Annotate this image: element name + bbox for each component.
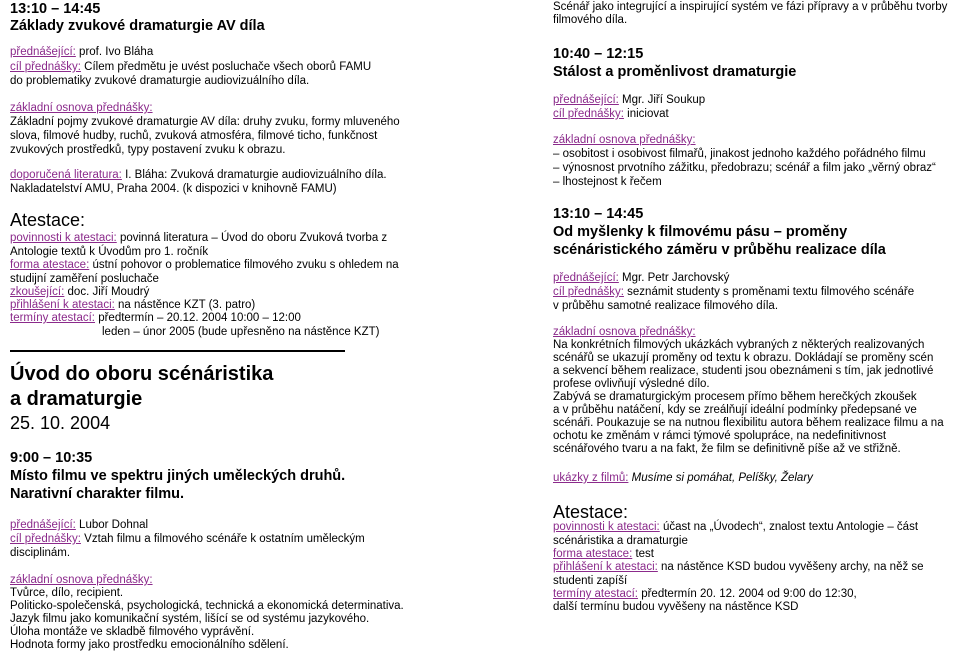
duty-line: povinnosti k atestaci: povinná literatura – Úvod do oboru Zvuková tvorba z [10,232,388,244]
demo-line: ukázky z filmů: Musíme si pomáhat, Pelíšky, Želary [553,472,813,484]
lecture-title: scénáristického záměru v průběhu realizace díla [553,242,886,258]
section-divider [10,350,345,352]
outline-label: základní osnova přednášky: [10,102,153,114]
terms-line: další termínu budou vyvěšeny na nástěnce KSD [553,601,799,613]
outline-text: Politicko-společenská, psychologická, technická a ekonomická determinativa. [10,600,404,612]
presenter-line: přednášející: Mgr. Petr Jarchovský [553,272,730,284]
outline-text: Hodnota formy jako prostředku emocionálního sdělení. [10,639,289,651]
time-heading: 10:40 – 12:15 [553,46,644,62]
outline-text: scénářového tvaru a na fakt, že film se definitivně píše až ve střižně. [553,443,901,455]
goal-line: disciplinám. [10,547,71,559]
presenter-line: přednášející: prof. Ivo Bláha [10,46,154,58]
outline-text: Jazyk filmu jako komunikační systém, lišící se od systému jazykového. [10,613,370,625]
lecture-title: Základy zvukové dramaturgie AV díla [10,18,265,34]
goal-line: v průběhu samotné realizace filmového díla. [553,300,779,312]
outline-text: – osobitost i osobivost filmařů, jinakost jednoho každého pořádného filmu [553,148,926,160]
lecture-title: Od myšlenky k filmovému pásu – proměny [553,224,848,240]
outline-text: Na konkrétních filmových ukázkách vybraných z některých realizovaných [553,339,925,351]
time-heading: 13:10 – 14:45 [553,206,644,222]
outline-text: Základní pojmy zvukové dramaturgie AV díla: druhy zvuku, formy mluveného [10,116,400,128]
outline-text: slova, filmové hudby, ruchů, zvuková atmosféra, filmové ticho, funkčnost [10,130,378,142]
time-heading: 9:00 – 10:35 [10,450,93,466]
terms-line: leden – únor 2005 (bude upřesněno na nástěnce KZT) [102,326,380,338]
outline-text: Úloha montáže ve skladbě filmového vyprávění. [10,626,255,638]
terms-line: termíny atestací: předtermín – 20.12. 2004 10:00 – 12:00 [10,312,301,324]
intro-text: filmového díla. [553,14,628,26]
form-line: forma atestace: ústní pohovor o problematice filmového zvuku s ohledem na [10,259,399,271]
literature-line: Nakladatelství AMU, Praha 2004. (k dispozici v knihovně FAMU) [10,183,337,195]
lecture-title: Narativní charakter filmu. [10,486,185,502]
outline-label: základní osnova přednášky: [553,134,696,146]
form-line: studijní zaměření posluchače [10,273,159,285]
lecture-title: Místo filmu ve spektru jiných uměleckých druhů. [10,468,346,484]
duty-line: scénáristika a dramaturgie [553,535,688,547]
outline-text: – lhostejnost k řečem [553,176,662,188]
registration-line: přihlášení k atestaci: na nástěnce KSD budou vyvěšeny archy, na něž se [553,561,924,573]
duty-line: povinnosti k atestaci: účast na „Úvodech“, znalost textu Antologie – část [553,521,919,533]
registration-line: přihlášení k atestaci: na nástěnce KZT (3. patro) [10,299,256,311]
outline-text: scénáři. Poukazuje se na nutnou flexibilitu autora během realizace filmu a na [553,417,944,429]
outline-text: zvukových prostředků, typy postavení zvuku k obrazu. [10,144,286,156]
literature-line: doporučená literatura: I. Bláha: Zvuková dramaturgie audiovizuálního díla. [10,169,387,181]
registration-line: studenti zapíší [553,575,628,587]
section-title: Úvod do oboru scénáristika [10,363,274,385]
form-line: forma atestace: test [553,548,654,560]
goal-line: cíl přednášky: Cílem předmětu je uvést posluchače všech oborů FAMU [10,61,372,73]
outline-text: ochotu ke změnám v rámci týmové spolupráce, na nedefinitivnost [553,430,887,442]
outline-text: a sekvencí během realizace, studenti jsou obeznámeni s tím, jak jednotlivé [553,365,934,377]
goal-line: cíl přednášky: Vztah filmu a filmového scénáře k ostatním uměleckým [10,533,365,545]
terms-line: termíny atestací: předtermín 20. 12. 2004 od 9:00 do 12:30, [553,588,857,600]
lecture-title: Stálost a proměnlivost dramaturgie [553,64,797,80]
goal-line: cíl přednášky: seznámit studenty s proměnami textu filmového scénáře [553,286,915,298]
duty-line: Antologie textů k Úvodům pro 1. ročník [10,246,209,258]
presenter-line: přednášející: Mgr. Jiří Soukup [553,94,706,106]
atestace-heading: Atestace: [10,210,86,230]
outline-text: profese ovlivňují výsledné dílo. [553,378,710,390]
goal-line: do problematiky zvukové dramaturgie audiovizuálního díla. [10,75,310,87]
atestace-heading: Atestace: [553,502,629,522]
time-heading: 13:10 – 14:45 [10,1,101,17]
outline-label: základní osnova přednášky: [10,574,153,586]
outline-text: Zabývá se dramaturgickým procesem přímo během herečkých zkoušek [553,391,917,403]
outline-text: Tvůrce, dílo, recipient. [10,587,124,599]
goal-line: cíl přednášky: iniciovat [553,108,669,120]
outline-text: – výnosnost prvotního zážitku, předobrazu; scénář a film jako „věrný obraz“ [553,162,936,174]
outline-label: základní osnova přednášky: [553,326,696,338]
presenter-line: přednášející: Lubor Dohnal [10,519,149,531]
section-title: a dramaturgie [10,388,143,410]
section-date: 25. 10. 2004 [10,413,111,433]
intro-text: Scénář jako integrující a inspirující systém ve fázi přípravy a v průběhu tvorby [553,1,948,13]
examiner-line: zkoušející: doc. Jiří Moudrý [10,286,150,298]
outline-text: a v průběhu natáčení, kdy se zreálňují ideální podmínky předepsané ve [553,404,917,416]
outline-text: scénářů se ukazují proměny od textu k obrazu. Dokládají se proměny scén [553,352,934,364]
